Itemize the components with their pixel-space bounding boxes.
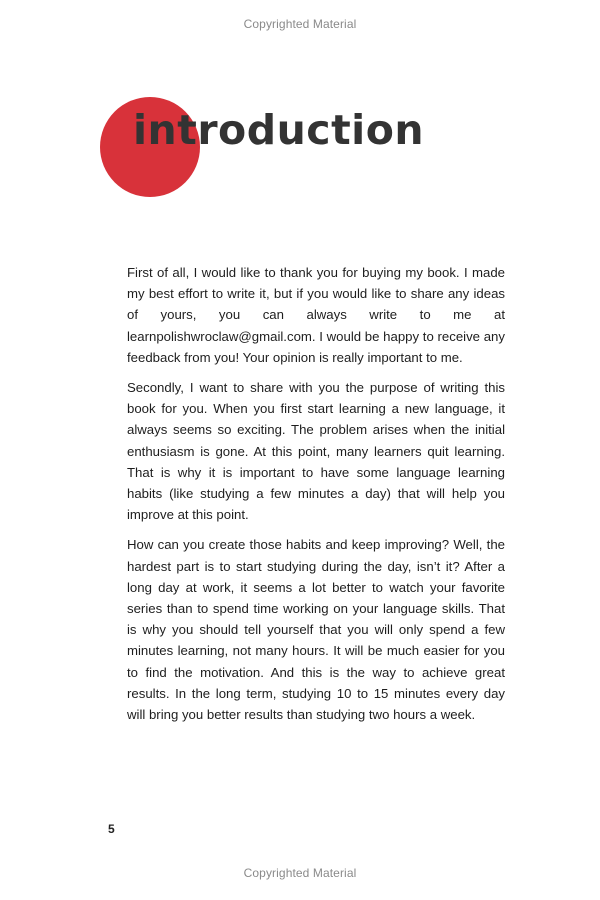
paragraph-2: Secondly, I want to share with you the purpose of writing this book for you. When you first start learning a new language, it always seems so exciting. The problem arises when the initial enthusiasm is gone. At this point, many learners quit learning. That is why it is important to have some language learning habits (like studying a few minutes a day) that will help you improve at this point. [127, 380, 505, 523]
copyright-watermark-bottom: Copyrighted Material [243, 866, 357, 880]
page-number: 5 [108, 822, 115, 836]
chapter-title: introduction [133, 106, 425, 154]
paragraph-1: First of all, I would like to thank you for buying my book. I made my best effort to write it, but if you would like to share any ideas of yours, you can always write to me at learnpolishwroclaw@gmail.com. I would be happy to receive any feedback from you! Your opinion is really important to me. [127, 265, 505, 365]
paragraph-3: How can you create those habits and keep improving? Well, the hardest part is to start studying during the day, isn’t it? After a long day at work, it seems a lot better to watch your favorite series than to spend time working on your language skills. That is why you should tell yourself that you will only spend a few minutes learning, not many hours. It will be much easier for you to find the motivation. And this is the way to achieve great results. In the long term, studying 10 to 15 minutes every day will bring you better results than studying two hours a week. [127, 537, 505, 723]
chapter-body [127, 262, 505, 734]
copyright-watermark-top: Copyrighted Material [243, 17, 357, 31]
